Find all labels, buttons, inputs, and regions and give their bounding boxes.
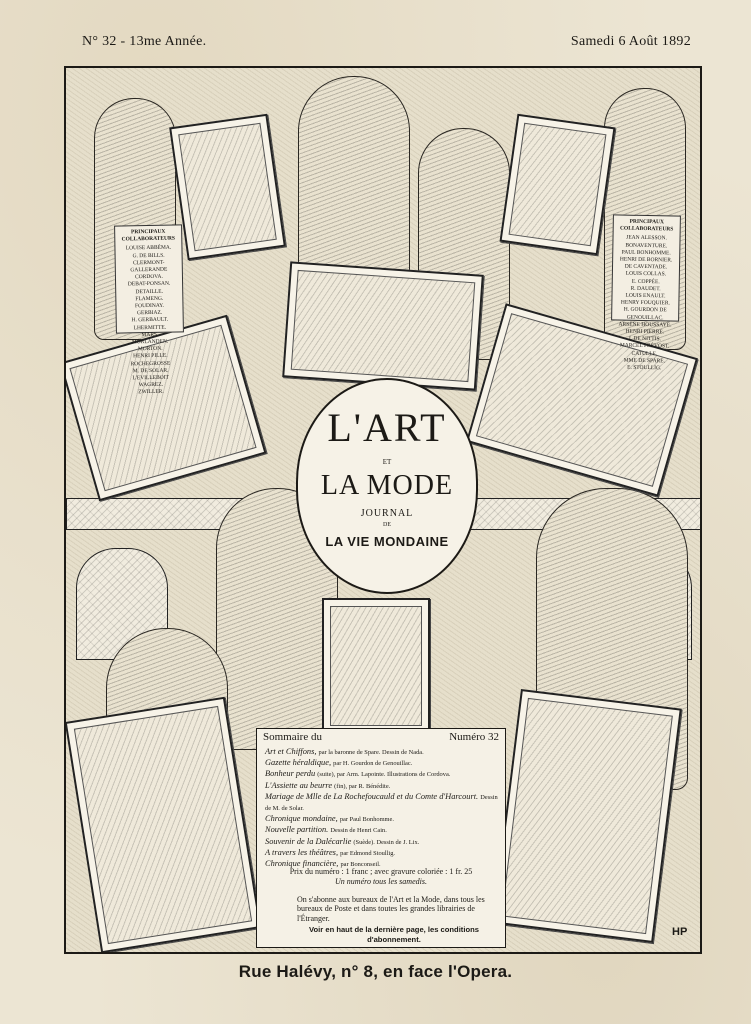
collab-left-name: LHERMITTE. (133, 324, 167, 331)
collab-right-name: ARSÈNE HOUSSAYE. (618, 321, 672, 329)
footer-address: Rue Halévy, n° 8, en face l'Opera. (238, 962, 513, 981)
masthead-journal: JOURNAL (360, 508, 414, 519)
abonnement-note: Voir en haut de la dernière page, les conditions d'abonnement. (309, 925, 479, 944)
price-block (257, 867, 505, 887)
collab-left-name: ROCHEGROSSE (130, 360, 171, 367)
sommaire-item-credit: par Paul Bonhomme. (339, 816, 394, 824)
sommaire-item-credit: (fin), par R. Bénédite. (334, 782, 391, 790)
masthead-subtitle: LA VIE MONDAINE (325, 534, 449, 549)
collab-right-name: HENRI PIERRE. (625, 328, 665, 336)
issue-number: N° 32 - 13me Année. (82, 34, 207, 49)
sommaire-item-credit: par Edmond Stoullig. (340, 849, 395, 857)
collab-right-name: R. DAUDET. (630, 285, 661, 293)
sommaire-item (265, 781, 499, 792)
sommaire-item-title: Souvenir de la Dalécarlie (265, 836, 354, 846)
collab-left-name: CORDOVA. (134, 273, 163, 281)
abonnement-text: On s'abonne aux bureaux de l'Art et la Mode, dans tous les bureaux de Poste et dans toutes les grandes librairies de l'Étranger. (297, 895, 485, 923)
collab-left-name: DETAILLE. (135, 288, 164, 295)
sommaire-item-credit: par H. Gourdon de Genouillac. (333, 760, 413, 768)
collab-right-name: LOUIS COLLAS. (625, 271, 667, 278)
collab-left-name: ZWILLER. (138, 389, 164, 396)
collab-right-name: H. GOURDON DE (623, 307, 667, 314)
collab-right-name: GENOUILLAC. (626, 314, 664, 321)
sommaire-item-title: L'Assiette au beurre (265, 780, 335, 790)
collaborators-heading-right: PRINCIPAUX COLLABORATEURS (619, 218, 674, 233)
sommaire-item (265, 747, 499, 758)
collab-right-name: LOUIS ENAULT. (625, 292, 666, 300)
masthead-de: DE (383, 522, 391, 528)
collaborators-names-left (117, 245, 182, 397)
masthead-oval (296, 378, 478, 594)
sommaire-item-title: Nouvelle partition. (265, 825, 331, 835)
collab-right-name: HENRI DE BORNIER. (619, 256, 673, 264)
masthead-connector: ET (382, 458, 392, 466)
sommaire-list (265, 747, 499, 870)
collab-left-name: LOUISE ABBÉMA. (125, 245, 172, 252)
issue-date: Samedi 6 Août 1892 (570, 34, 691, 49)
collab-right-name: DE CAVENTADE. (624, 263, 668, 271)
collaborators-list-right (611, 214, 681, 372)
collaborators-heading-left: PRINCIPAUX COLLABORATEURS (121, 228, 176, 243)
sommaire-item (265, 825, 499, 836)
collab-left-name: MORLANDEN. (131, 338, 169, 346)
collab-left-name: H. GERBAULT. (131, 317, 169, 324)
sommaire-item-title: Art et Chiffons, (265, 747, 319, 756)
sommaire-item (265, 848, 499, 859)
card-allegory (282, 261, 484, 390)
collab-left-name: MARS. (141, 331, 159, 338)
collab-left-name: MORTON. (137, 346, 163, 353)
abonnement-block (297, 895, 491, 944)
sommaire-item-credit: Dessin de M. de Solar. (265, 793, 498, 813)
collab-right-name: MME DE SPARE. (623, 357, 666, 365)
card-girl-with-ball (169, 114, 286, 260)
collaborators-list-left (114, 224, 184, 396)
sommaire-item-credit: Dessin de Henri Cain. (330, 827, 387, 835)
collab-right-name: CATULLE. (631, 350, 658, 357)
collab-right-name: MARCEL PRÉVOST. (619, 343, 670, 350)
sommaire-item-title: Bonheur perdu (265, 769, 318, 779)
collab-right-name: BONAVENTURE. (625, 242, 668, 249)
collab-left-name: HENRI PILLE. (133, 353, 168, 360)
card-umbrella-ladies (322, 598, 430, 734)
collab-left-name: GERBIAZ. (136, 310, 163, 317)
card-gentleman-top-hat (492, 689, 682, 943)
sommaire-heading-left: Sommaire du (263, 731, 322, 743)
sommaire-item-title: Gazette héraldique, (265, 758, 334, 768)
collab-left-name: G. DE BILLS. (132, 252, 165, 259)
sommaire-item-title: Chronique financière, (265, 859, 341, 869)
sommaire-item-credit: par la baronne de Spare. Dessin de Nada. (318, 749, 424, 756)
sommaire-heading-right: Numéro 32 (449, 731, 499, 743)
collab-left-name: WAGREZ. (138, 382, 164, 389)
collab-right-name: HENRY FOUQUIER. (620, 299, 670, 307)
collab-left-name: M. DE SOLAR. (132, 367, 169, 375)
collab-left-name: CLERMONT-GALLERANDE (130, 259, 168, 274)
sommaire-item-title: A travers les théâtres, (265, 847, 341, 857)
sommaire-item-credit: par Bonconseil. (340, 861, 381, 869)
sommaire-item (265, 769, 499, 780)
collab-right-name: PAUL BONHOMME. (621, 249, 671, 257)
sommaire-heading (263, 731, 499, 743)
sommaire-box (256, 728, 506, 948)
masthead-title-lart: L'ART (327, 405, 447, 450)
collab-left-name: FOUDINAY. (134, 302, 164, 310)
collab-right-name: J. DE NITTIS. (628, 335, 661, 343)
collab-left-name: FLAMENG. (135, 295, 164, 303)
sommaire-item (265, 758, 499, 769)
sommaire-item (265, 837, 499, 848)
collab-left-name: L'EVILLEBOIT (132, 374, 169, 382)
collaborators-names-right (613, 235, 677, 373)
masthead-title-lamode: LA MODE (320, 470, 454, 501)
frequency-line: Un numéro tous les samedis. (335, 877, 427, 886)
sommaire-item-credit: (Suède). Dessin de J. Lix. (353, 838, 420, 846)
sommaire-item-title: Chronique mondaine, (265, 814, 340, 824)
collab-left-name: DEBAT-PONSAN. (127, 281, 171, 288)
collab-right-name: JEAN ALESSON. (626, 235, 667, 242)
sommaire-item (265, 792, 499, 814)
sommaire-item-title: Mariage de Mlle de La Rochefoucauld et du Comte d'Harcourt. (265, 791, 481, 801)
sommaire-item-credit: (suite), par Arm. Lapointe. Illustrations de Cordova. (317, 771, 451, 779)
price-line: Prix du numéro : 1 franc ; avec gravure coloriée : 1 fr. 25 (289, 867, 473, 876)
card-portrait-hat (500, 114, 616, 256)
collab-right-name: E. COPPÉE. (631, 278, 660, 285)
collab-right-name: E. STOULLIG. (627, 364, 662, 372)
artist-monogram: HP (672, 926, 688, 938)
sommaire-item (265, 814, 499, 825)
